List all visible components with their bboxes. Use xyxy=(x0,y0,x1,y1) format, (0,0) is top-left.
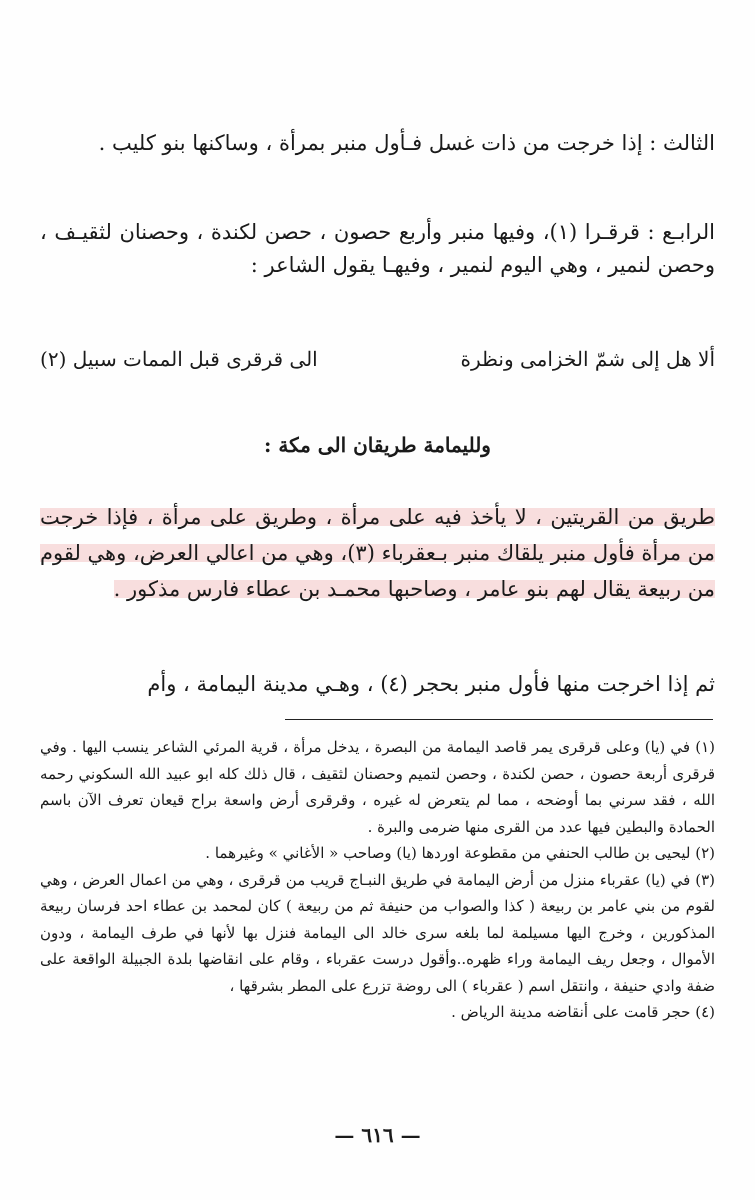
footnote-2: (٢) ليحيى بن طالب الحنفي من مقطوعة اوردها (يا) وصاحب « الأغاني » وغيرهما . xyxy=(205,844,715,862)
footnote-divider xyxy=(285,719,713,720)
paragraph-third-road: الثالث : إذا خرجت من ذات غسل فـأول منبر بمرأة ، وساكنها بنو كليب . xyxy=(98,131,715,155)
highlighted-text: طريق من القريتين ، لا يأخذ فيه على مرأة ، وطريق على مرأة ، فإذا خرجت من مرأة فأول منبر يلقاك منبر بـعقرباء (٣)، وهي من اعالي العرض، وهي لقوم من ربيعة يقال لهم بنو عامر ، وصاحبها محمـد بن عطاء فارس مذكور . xyxy=(40,505,716,601)
footnote-4: (٤) حجر قامت على أنقاضه مدينة الرياض . xyxy=(451,1003,715,1021)
footnotes xyxy=(40,734,715,1026)
verse-second-hemistich: الى قرقرى قبل الممات سبيل (٢) xyxy=(40,347,318,371)
section-heading: ولليمامة طريقان الى مكة : xyxy=(264,433,491,457)
footnote-1: (١) في (يا) وعلى قرقرى يمر قاصد اليمامة من البصرة ، يدخل مرأة ، قرية المرئي الشاعر ينسب اليها . وفي قرقرى أربعة حصون ، حصن لكندة ، وحصن لتميم وحصنان لثقيف ، قال ذلك كله ابو عبيد الله السكوني رحمه الله ، فقد سرني بما أوضحه ، مما لم يتعرض له غيره ، وقرقرى أرض واسعة براح قيعان تعرف الآن باسم الحمادة والبطين فيها عدد من القرى منها ضرمى والبرة . xyxy=(40,738,715,836)
page-number: — ٦١٦ — xyxy=(334,1123,421,1147)
poetry-verse xyxy=(40,343,715,375)
paragraph-then: ثم إذا اخرجت منها فأول منبر بحجر (٤) ، وهـي مدينة اليمامة ، وأم xyxy=(147,672,715,696)
footnote-3: (٣) في (يا) عقرباء منزل من أرض اليمامة في طريق النبـاج قريب من قرقرى ، وهي من اعمال العرض ، وهي لقوم من بني عامر بن ربيعة ( كذا والصواب من حنيفة ثم من ربيعة ) كان لمحمد بن عطاء احد فرسان ربيعة المذكورين ، وخرج اليها مسيلمة لما بلغه سرى خالد الى اليمامة فنزل بها لأنها في طرف اليمامة ، ودون الأموال ، وجعل ريف اليمامة وراء ظهره..وأقول درست عقرباء ، وقام على انقاضها بلدة الجبيلة الواقعة على ضفة وادي حنيفة ، وانتقل اسم ( عقرباء ) الى روضة تزرع على المطر بشرقها ، xyxy=(40,870,715,995)
verse-first-hemistich: ألا هل إلى شمّ الخزامى ونظرة xyxy=(460,347,715,371)
paragraph-roads-highlighted xyxy=(40,499,715,607)
paragraph-fourth-road: الرابـع : قرقـرا (١)، وفيها منبر وأربع حصون ، حصن لكندة ، وحصنان لثقيـف ، وحصن لنمير ، وهي اليوم لنمير ، وفيهـا يقول الشاعر : xyxy=(40,220,715,277)
